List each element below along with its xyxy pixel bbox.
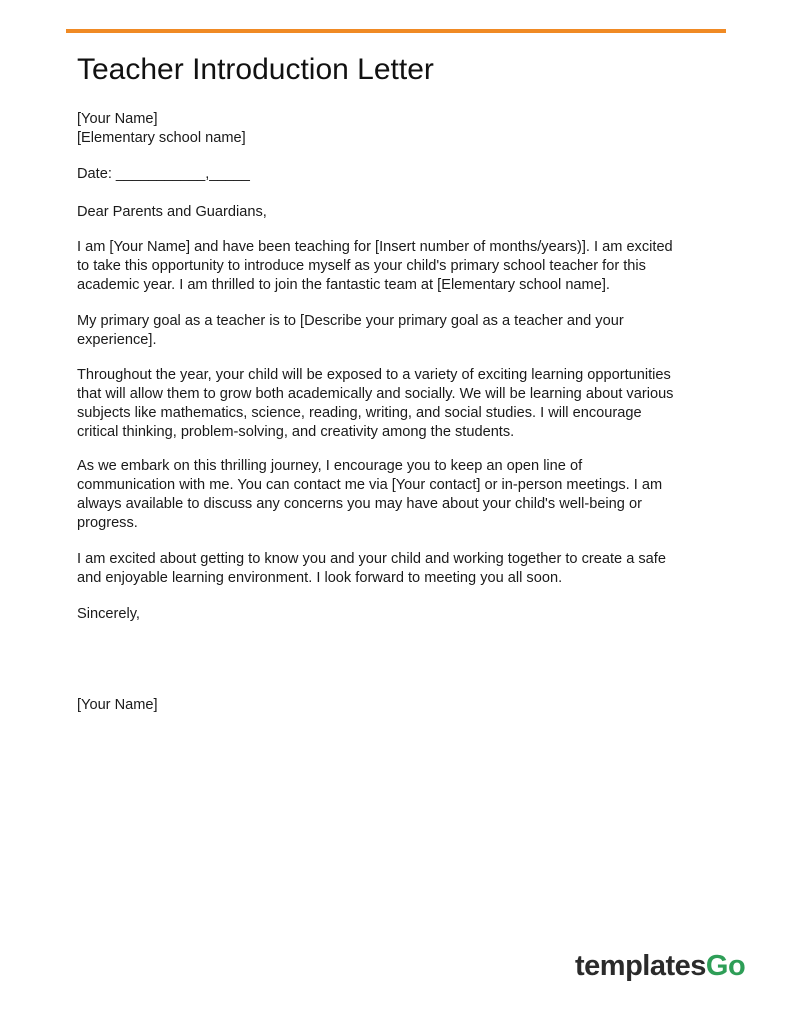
sender-block [77, 110, 737, 148]
date-line: Date: ___________,_____ [77, 166, 250, 182]
paragraph-line: I am [Your Name] and have been teaching for [Insert number of months/years)]. I am excited [77, 239, 673, 255]
page-title: Teacher Introduction Letter [77, 53, 434, 86]
sender-name: [Your Name] [77, 111, 158, 127]
signature-name: [Your Name] [77, 697, 158, 713]
paragraph-curriculum [77, 366, 737, 442]
school-name: [Elementary school name] [77, 130, 246, 146]
paragraph-closing-remarks [77, 550, 737, 588]
paragraph-introduction [77, 238, 737, 295]
paragraph-line: experience]. [77, 332, 157, 348]
templatesgo-logo [575, 939, 775, 989]
paragraph-line: Throughout the year, your child will be exposed to a variety of exciting learning opportunities [77, 367, 671, 383]
paragraph-line: communication with me. You can contact me via [Your contact] or in-person meetings. I am [77, 477, 663, 493]
paragraph-line: As we embark on this thrilling journey, I encourage you to keep an open line of [77, 458, 583, 474]
paragraph-communication [77, 457, 737, 533]
paragraph-line: academic year. I am thrilled to join the fantastic team at [Elementary school name]. [77, 277, 610, 293]
paragraph-line: I am excited about getting to know you and your child and working together to create a safe [77, 551, 666, 567]
paragraph-goal [77, 312, 737, 350]
header-accent-rule [66, 29, 726, 33]
logo-text-dark: templates [575, 950, 706, 982]
paragraph-line: and enjoyable learning environment. I look forward to meeting you all soon. [77, 570, 563, 586]
paragraph-line: subjects like mathematics, science, reading, writing, and social studies. I will encourage [77, 405, 642, 421]
closing: Sincerely, [77, 606, 140, 622]
paragraph-line: My primary goal as a teacher is to [Describe your primary goal as a teacher and your [77, 313, 624, 329]
paragraph-line: that will allow them to grow both academically and socially. We will be learning about various [77, 386, 674, 402]
paragraph-line: progress. [77, 515, 138, 531]
paragraph-line: critical thinking, problem-solving, and creativity among the students. [77, 424, 515, 440]
salutation: Dear Parents and Guardians, [77, 204, 267, 220]
paragraph-line: always available to discuss any concerns you may have about your child's well-being or [77, 496, 642, 512]
logo-text-accent: Go [705, 950, 746, 982]
svg-text:templatesGo [575, 950, 745, 982]
paragraph-line: to take this opportunity to introduce myself as your child's primary school teacher for this [77, 258, 646, 274]
